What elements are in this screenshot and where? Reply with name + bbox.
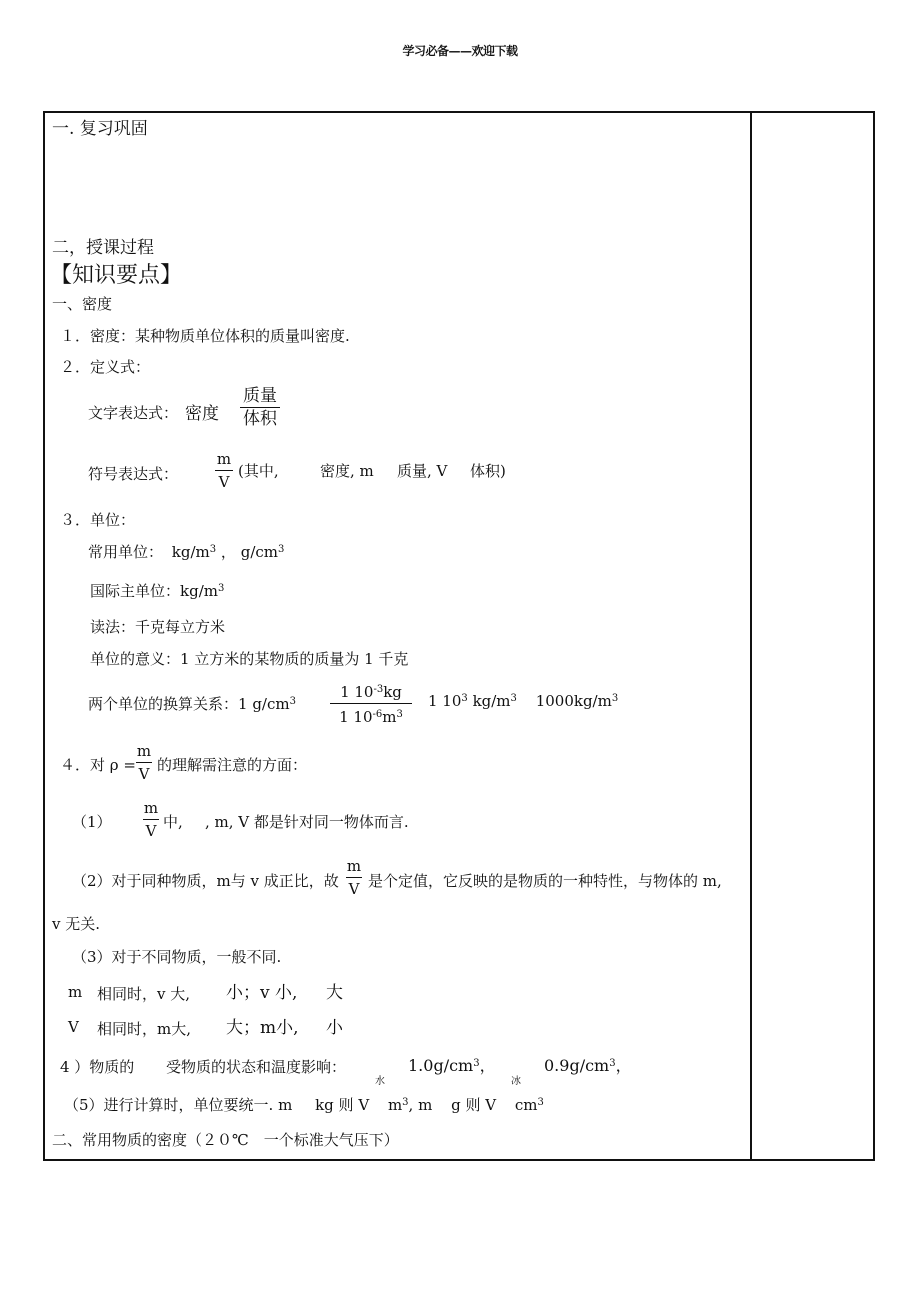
fraction-denominator: V <box>348 880 360 898</box>
result-value: 1 10 <box>428 692 462 710</box>
water-density-value: 1.0g/cm <box>408 1056 474 1075</box>
common-units <box>88 541 284 562</box>
fraction-denominator: V <box>218 473 230 491</box>
exponent: 3 <box>537 1097 544 1108</box>
fraction-bar <box>240 407 280 408</box>
exponent: 3 <box>510 693 517 704</box>
result-unit: kg/m <box>472 692 511 710</box>
common-units-label: 常用单位： <box>88 543 164 561</box>
separator: ， <box>479 1056 496 1075</box>
item1-text-a: 中, <box>163 813 183 831</box>
exponent: 3 <box>217 583 225 594</box>
exponent: 3 <box>609 1058 616 1069</box>
units-heading: ３．单位： <box>60 511 136 529</box>
denominator-value: 1 10 <box>339 708 373 726</box>
item1-text-b: , m, V 都是针对同一物体而言. <box>205 813 409 831</box>
fraction-numerator: m <box>216 450 232 468</box>
section-review: 一. 复习巩固 <box>52 119 148 139</box>
exponent: 3 <box>402 1097 409 1108</box>
fraction-numerator: 质量 <box>243 386 277 406</box>
symbol-explain-3: 质量, V <box>397 462 448 480</box>
unit-kg-m3: kg/m <box>180 582 218 600</box>
item5-part-d: , m <box>408 1096 433 1114</box>
item5-part-a: （5）进行计算时，单位要统一. m <box>64 1096 293 1114</box>
si-unit-label: 国际主单位： <box>90 582 181 600</box>
fraction-bar <box>136 762 152 763</box>
item5-part-b: kg 则 V <box>315 1096 370 1114</box>
ice-density <box>544 1053 632 1076</box>
conversion-label <box>88 693 296 714</box>
exponent: 3 <box>473 1058 480 1069</box>
page-header: 学习必备——欢迎下载 <box>402 44 518 58</box>
symbol-formula-fraction <box>215 449 233 492</box>
si-unit <box>90 580 224 601</box>
section-lecture: 二，授课过程 <box>52 238 154 258</box>
item3-row1-m: m <box>68 983 83 1001</box>
exponent: 3 <box>289 696 296 707</box>
unit-meaning: 单位的意义：1 立方米的某物质的质量为 1 千克 <box>90 650 409 668</box>
item5-part-e: g 则 V <box>451 1096 497 1114</box>
exponent: -3 <box>373 684 384 695</box>
density-notes-fraction <box>136 741 152 784</box>
item1-label: （1） <box>72 813 112 831</box>
item3-row1-large: 大 <box>326 983 343 1003</box>
item3-row2-large: 大；m小, <box>226 1018 299 1038</box>
fraction-bar <box>215 470 233 471</box>
word-formula-lhs: 密度 <box>185 404 219 424</box>
item5-part-c: m <box>387 1096 403 1114</box>
water-density <box>408 1053 496 1076</box>
fraction-bar <box>143 819 159 820</box>
conversion-result <box>428 692 618 710</box>
item2-continuation: v 无关. <box>52 915 101 933</box>
unit-reading: 读法：千克每立方米 <box>90 618 226 636</box>
symbol-formula-label: 符号表达式： <box>88 465 179 483</box>
word-formula-label: 文字表达式： <box>88 404 179 422</box>
conversion-fraction <box>330 680 412 727</box>
item3-row2-v: V <box>68 1018 79 1036</box>
fraction-denominator: V <box>138 765 150 783</box>
item3-text: （3）对于不同物质，一般不同. <box>72 948 282 966</box>
denominator-unit: m <box>382 708 397 726</box>
symbol-explain-4: 体积) <box>470 462 506 480</box>
item3-row2-text: 相同时，m大, <box>97 1020 191 1038</box>
exponent: -6 <box>372 709 383 720</box>
exponent: 3 <box>278 544 285 555</box>
ice-subscript: 冰 <box>511 1076 521 1087</box>
item1-fraction <box>143 798 159 841</box>
item2-suffix: 是个定值，它反映的是物质的一种特性，与物体的 m, <box>368 872 722 890</box>
item2-prefix: （2）对于同种物质，m与 v 成正比，故 <box>72 872 339 890</box>
exponent: 3 <box>461 693 468 704</box>
conversion-text: 两个单位的换算关系：1 g/cm <box>88 695 290 713</box>
item4-text: 受物质的状态和温度影响： <box>166 1058 347 1076</box>
water-subscript: 水 <box>375 1076 385 1087</box>
unit-kg-m3: kg/m <box>171 543 210 561</box>
fraction-denominator: 体积 <box>243 409 277 429</box>
fraction-numerator <box>330 680 412 702</box>
result-value-alt: 1000kg/m <box>535 692 612 710</box>
symbol-explain-2: 密度, m <box>320 462 374 480</box>
separator: ， <box>615 1056 632 1075</box>
fraction-bar <box>330 703 412 704</box>
separator: ， <box>220 543 236 561</box>
ice-density-value: 0.9g/cm <box>544 1056 610 1075</box>
item3-row2-small: 小 <box>326 1018 343 1038</box>
section-key-points: 【知识要点】 <box>50 263 183 288</box>
density-notes-suffix: 的理解需注意的方面： <box>157 756 308 774</box>
definition-formula-heading: ２．定义式： <box>60 358 151 376</box>
numerator-unit: kg <box>383 683 402 701</box>
symbol-explain-1: (其中, <box>238 462 279 480</box>
density-notes-prefix: ４．对 ρ = <box>60 756 136 774</box>
item3-row1-small: 小；v 小, <box>226 983 298 1003</box>
item5-part-f: cm <box>514 1096 538 1114</box>
fraction-denominator: V <box>145 822 157 840</box>
exponent: 3 <box>611 693 619 704</box>
unit-g-cm3: g/cm <box>240 543 278 561</box>
column-divider <box>750 111 752 1161</box>
fraction-numerator: m <box>143 799 159 817</box>
exponent: 3 <box>209 544 217 555</box>
item5-text <box>64 1094 544 1115</box>
fraction-numerator: m <box>136 742 152 760</box>
exponent: 3 <box>396 709 403 720</box>
item2-fraction <box>346 856 362 899</box>
word-formula-fraction <box>240 386 280 429</box>
section-common-densities: 二、常用物质的密度（２０℃ 一个标准大气压下） <box>52 1131 399 1149</box>
fraction-bar <box>346 877 362 878</box>
fraction-denominator <box>330 705 412 727</box>
fraction-numerator: m <box>346 857 362 875</box>
numerator-value: 1 10 <box>340 683 374 701</box>
section-density: 一、密度 <box>52 295 113 313</box>
item3-row1-text: 相同时，v 大, <box>97 985 191 1003</box>
density-definition: １．密度：某种物质单位体积的质量叫密度. <box>60 327 350 345</box>
item4-prefix: 4 ）物质的 <box>60 1058 135 1076</box>
